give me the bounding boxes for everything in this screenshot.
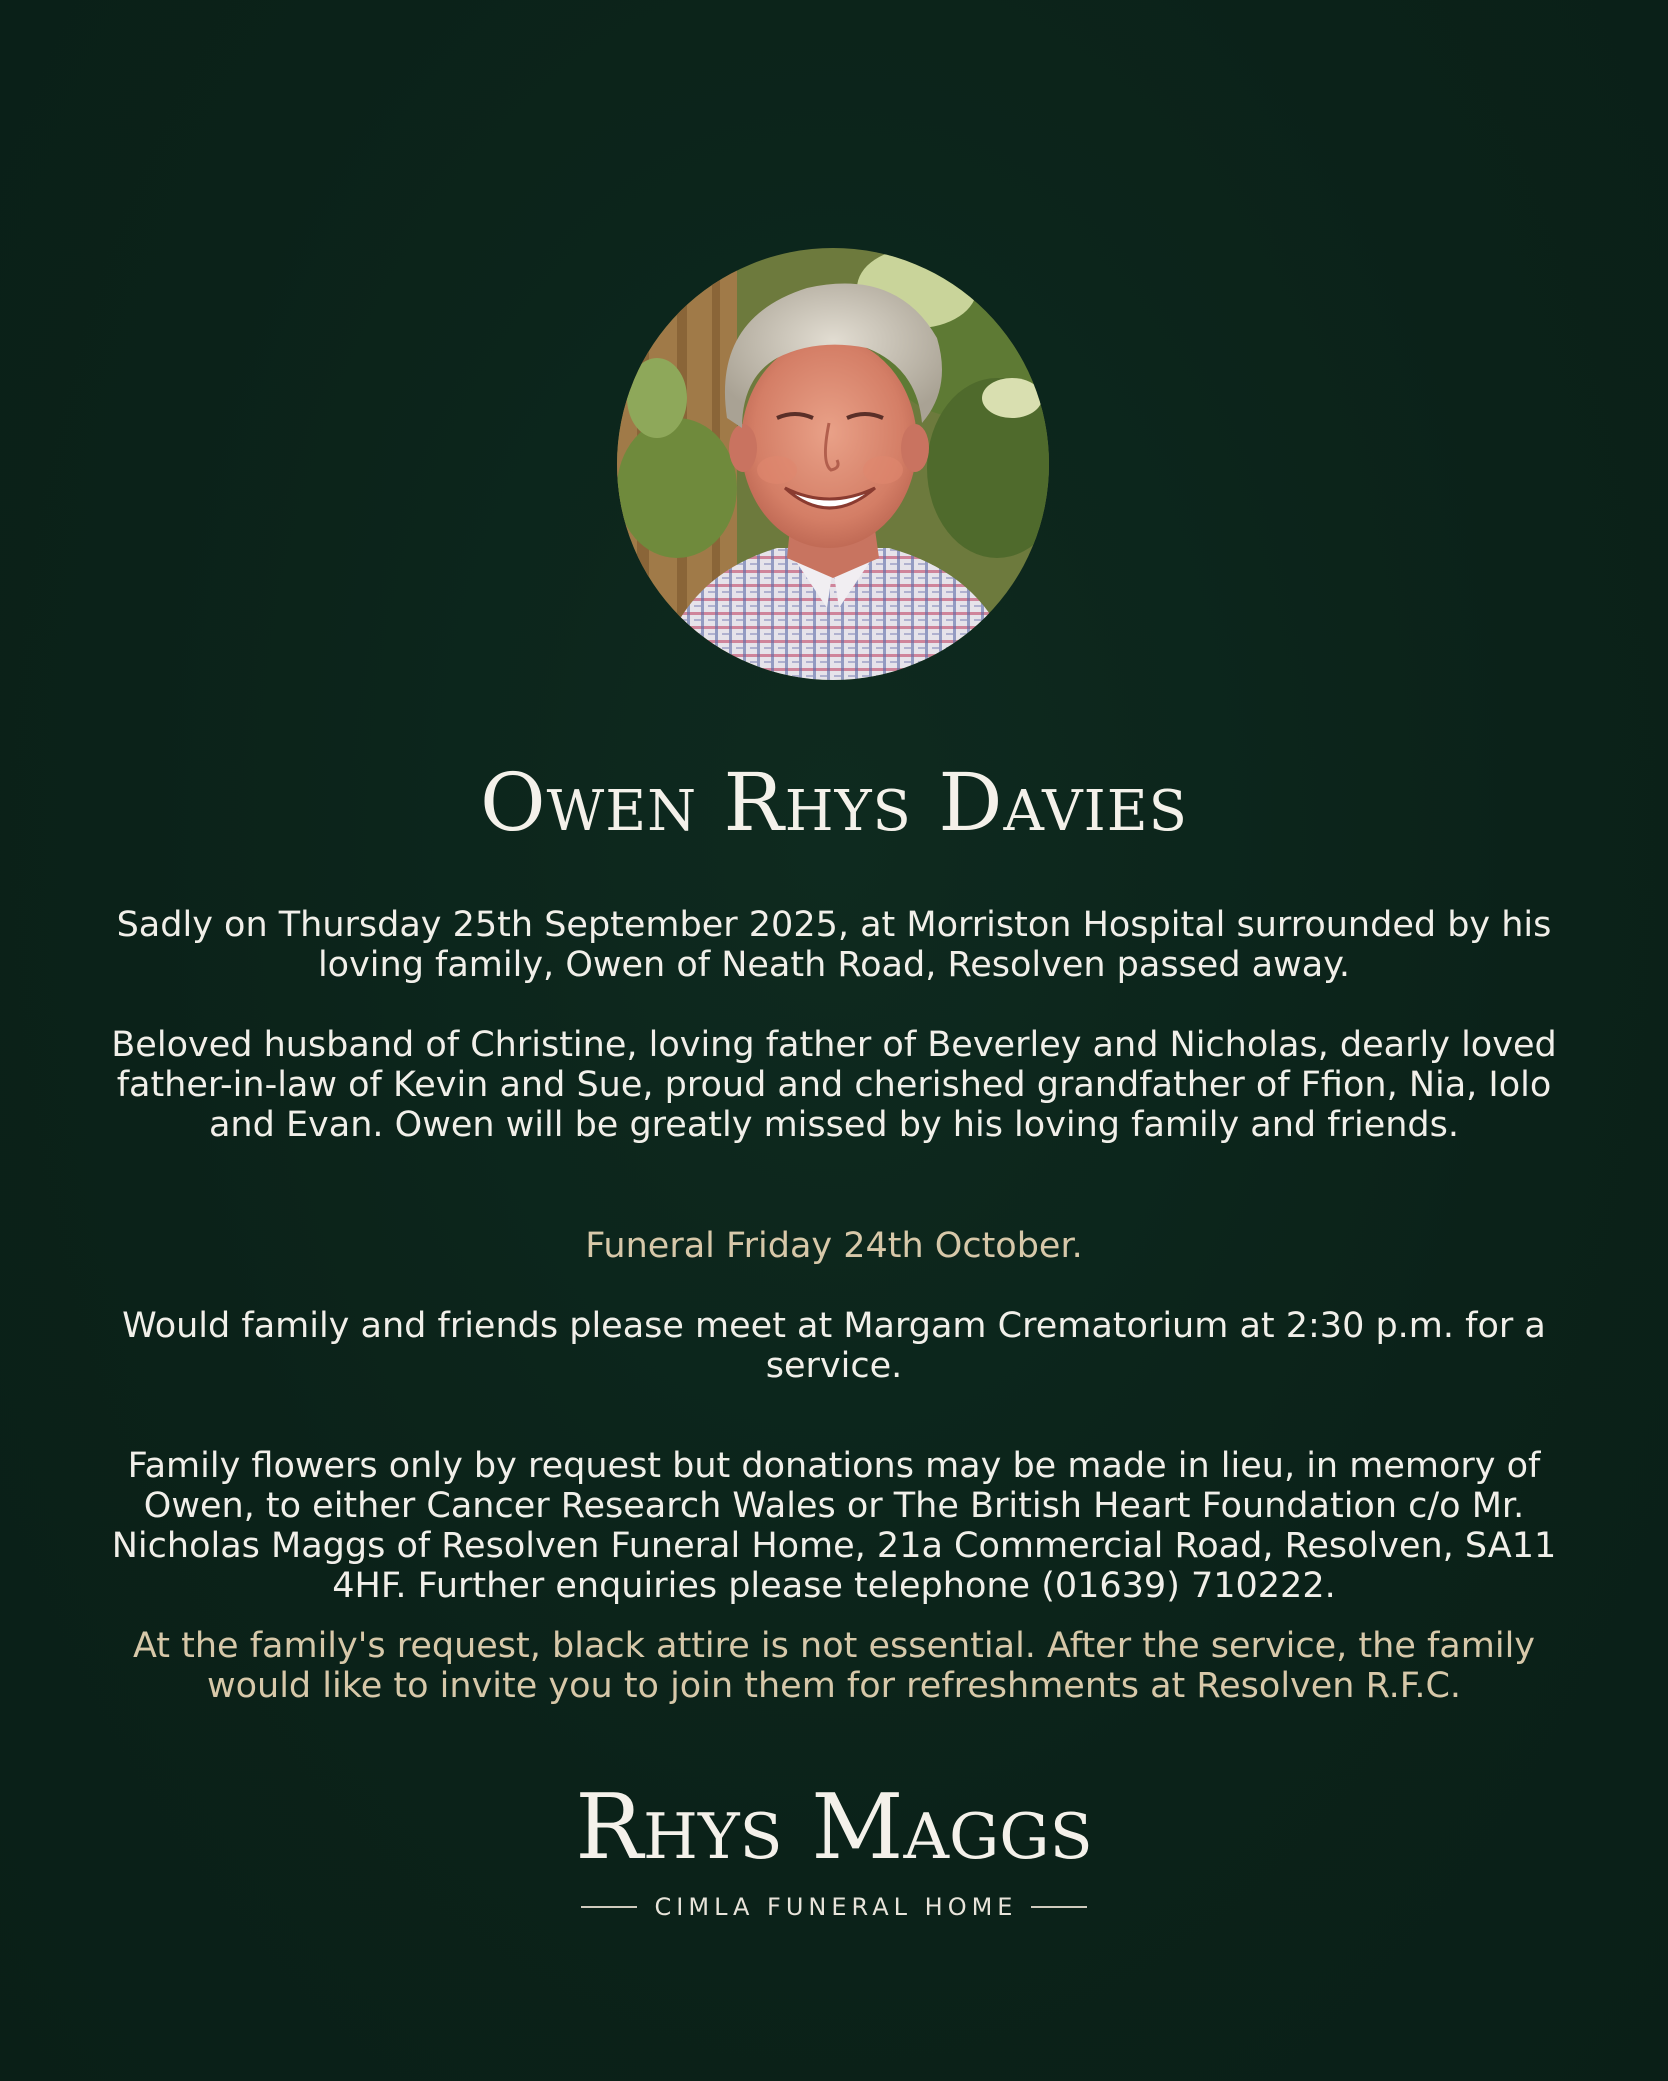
- logo-rule-left: [581, 1906, 637, 1908]
- logo-subtitle-text: CIMLA FUNERAL HOME: [654, 1893, 1018, 1921]
- deceased-name: Owen Rhys Davies: [480, 756, 1188, 849]
- service-details: Would family and friends please meet at Margam Crematorium at 2:30 p.m. for a service.: [122, 1306, 1546, 1386]
- portrait-photo: [617, 248, 1049, 680]
- donations-info: Family flowers only by request but donations may be made in lieu, in memory of Owen, to either Cancer Research Wales or The British Heart Foundation c/o Mr. Nicholas Maggs of Resolven Funeral Home, 21a Commercial Road, Resolven, SA11 4HF. Further enquiries please telephone (01639) 710222.: [111, 1446, 1557, 1606]
- logo-rule-right: [1031, 1906, 1087, 1908]
- funeral-date: Funeral Friday 24th October.: [585, 1226, 1083, 1266]
- death-announcement: Sadly on Thursday 25th September 2025, at Morriston Hospital surrounded by his loving family, Owen of Neath Road, Resolven passed away.: [116, 905, 1552, 985]
- funeral-home-logo-subtitle: [0, 1887, 1668, 1927]
- family-tribute: Beloved husband of Christine, loving father of Beverley and Nicholas, dearly loved father-in-law of Kevin and Sue, proud and cherished grandfather of Ffion, Nia, Iolo and Evan. Owen will be greatly missed by his loving family and friends.: [111, 1025, 1557, 1145]
- attire-and-refreshments: At the family's request, black attire is not essential. After the service, the family would like to invite you to join them for refreshments at Resolven R.F.C.: [132, 1626, 1536, 1706]
- funeral-home-logo-name: Rhys Maggs: [575, 1775, 1093, 1880]
